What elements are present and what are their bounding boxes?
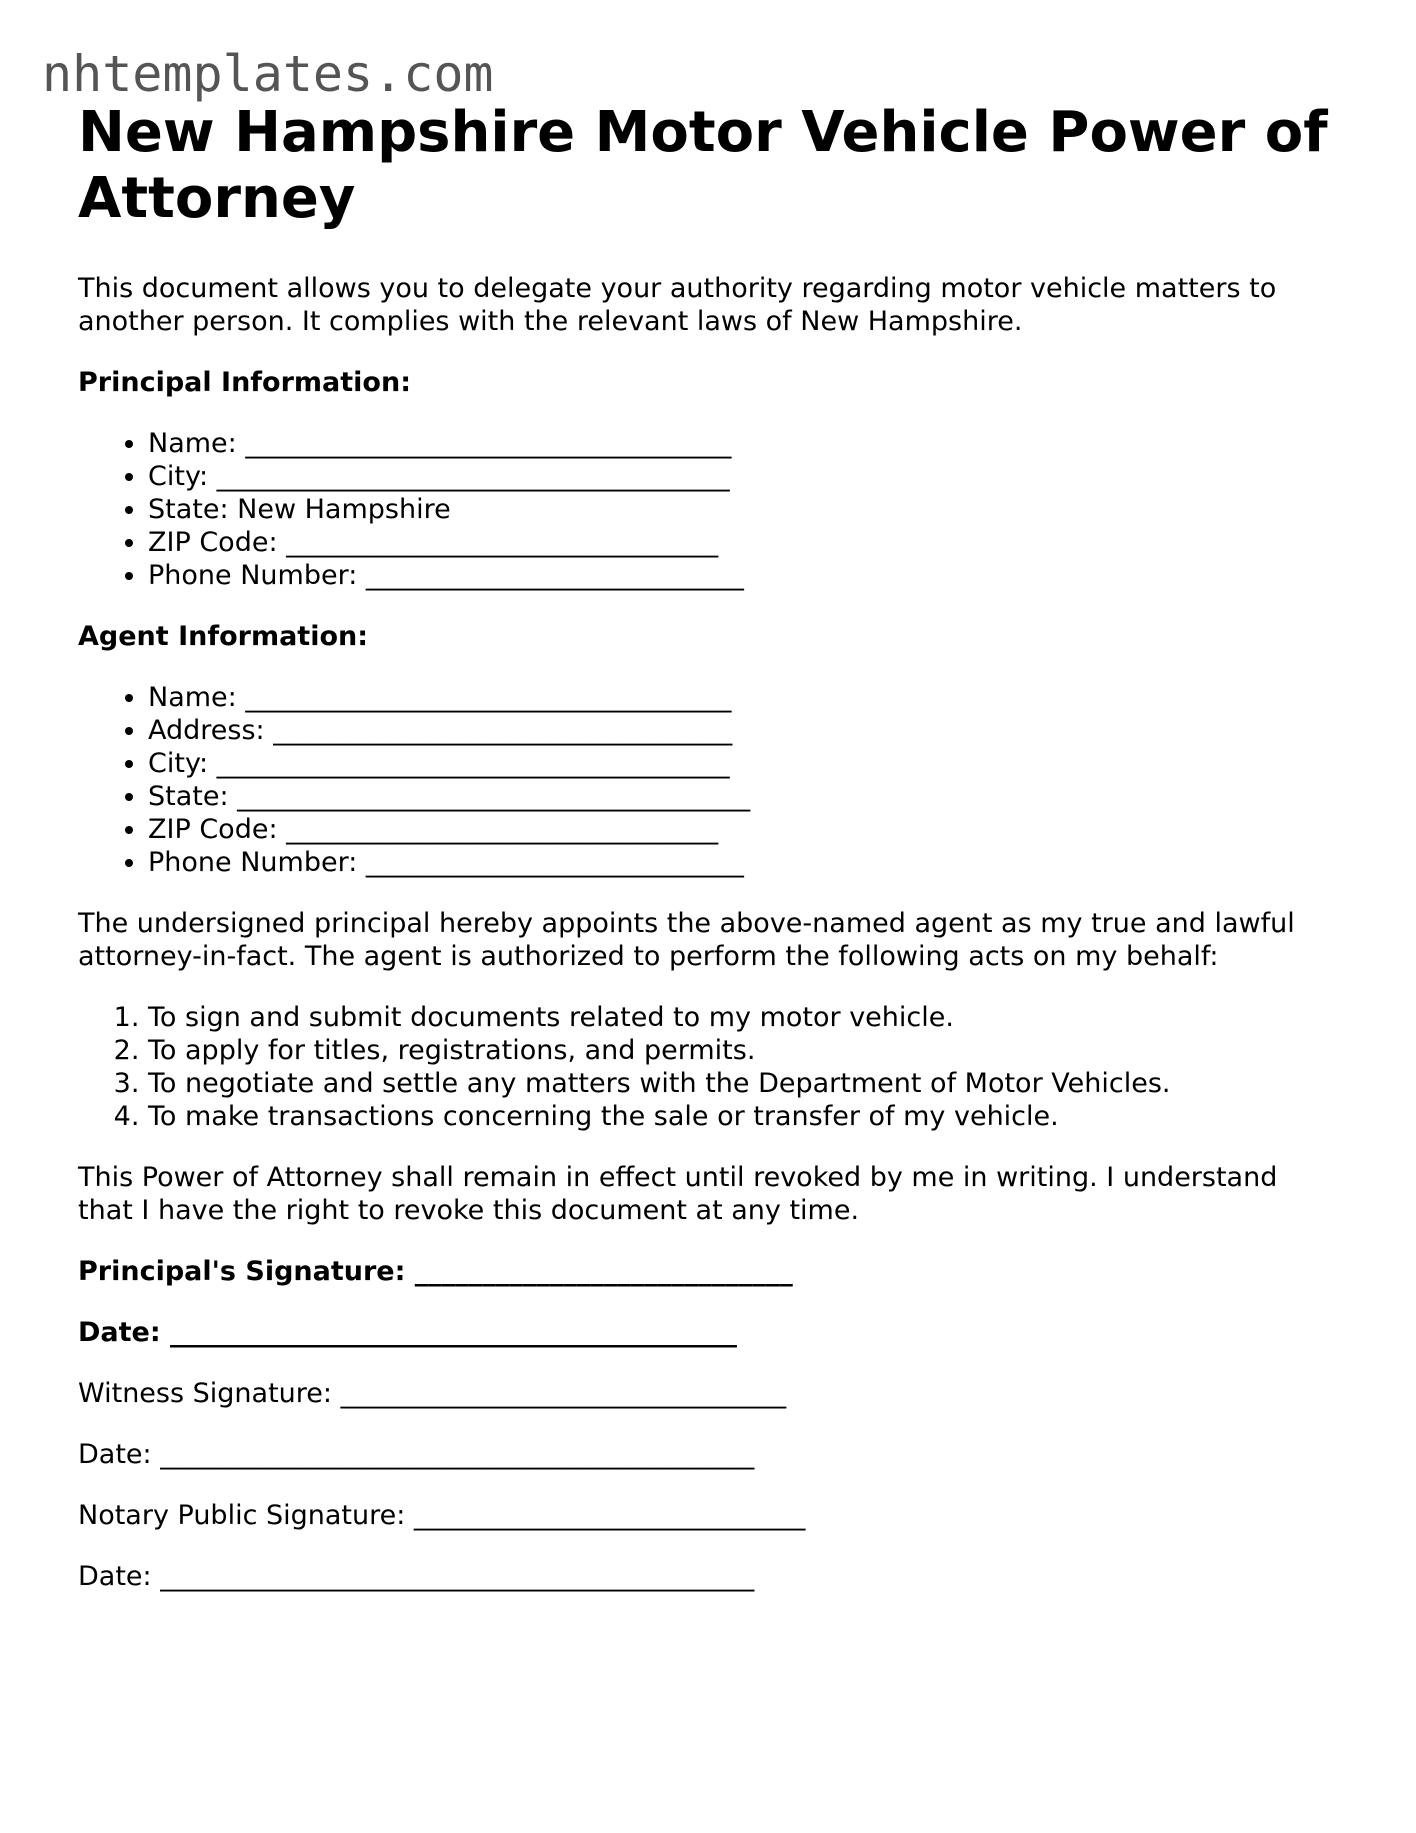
agent-phone-field[interactable]: • Phone Number: ____________________________ — [148, 846, 1338, 879]
principal-state-field: • State: New Hampshire — [148, 493, 1338, 526]
site-watermark: nhtemplates.com — [42, 45, 494, 103]
notary-signature-line[interactable]: Notary Public Signature: _____________________________ — [78, 1500, 806, 1531]
witness-signature-line[interactable]: Witness Signature: _________________________________ — [78, 1378, 787, 1409]
authorized-act-item: 1. To sign and submit documents related to my motor vehicle. — [148, 1001, 1338, 1034]
agent-name-field[interactable]: • Name: ____________________________________ — [148, 681, 1338, 714]
authorized-act-item: 3. To negotiate and settle any matters with the Department of Motor Vehicles. — [148, 1067, 1338, 1100]
principal-phone-field[interactable]: • Phone Number: ____________________________ — [148, 559, 1338, 592]
principal-zip-field[interactable]: • ZIP Code: ________________________________ — [148, 526, 1338, 559]
intro-paragraph: This document allows you to delegate your authority regarding motor vehicle matters to another person. It complies with the relevant laws of New Hampshire. — [78, 273, 1277, 337]
notary-date-line[interactable]: Date: ____________________________________________ — [78, 1561, 755, 1592]
agent-address-field[interactable]: • Address: __________________________________ — [148, 714, 1338, 747]
document-title: New Hampshire Motor Vehicle Power of Attorney — [78, 100, 1328, 231]
principal-heading: Principal Information: — [78, 367, 412, 398]
principal-name-field[interactable]: • Name: ____________________________________ — [148, 427, 1338, 460]
document-body — [78, 100, 1338, 1593]
agent-city-field[interactable]: • City: ______________________________________ — [148, 747, 1338, 780]
principal-fields-list — [78, 427, 1338, 592]
witness-date-line[interactable]: Date: ____________________________________________ — [78, 1439, 755, 1470]
principal-signature-line[interactable]: Principal's Signature: ____________________________ — [78, 1256, 793, 1287]
appointment-paragraph: The undersigned principal hereby appoints the above-named agent as my true and lawful attorney-in-fact. The agent is authorized to perform the following acts on my behalf: — [78, 908, 1295, 972]
agent-fields-list — [78, 681, 1338, 879]
agent-zip-field[interactable]: • ZIP Code: ________________________________ — [148, 813, 1338, 846]
authorized-act-item: 4. To make transactions concerning the sale or transfer of my vehicle. — [148, 1100, 1338, 1133]
duration-paragraph: This Power of Attorney shall remain in effect until revoked by me in writing. I understand that I have the right to revoke this document at any time. — [78, 1162, 1278, 1226]
principal-date-line[interactable]: Date: __________________________________________ — [78, 1317, 738, 1348]
agent-state-field[interactable]: • State: ______________________________________ — [148, 780, 1338, 813]
agent-heading: Agent Information: — [78, 621, 369, 652]
principal-city-field[interactable]: • City: ______________________________________ — [148, 460, 1338, 493]
authorized-acts-list — [78, 1001, 1338, 1133]
authorized-act-item: 2. To apply for titles, registrations, and permits. — [148, 1034, 1338, 1067]
